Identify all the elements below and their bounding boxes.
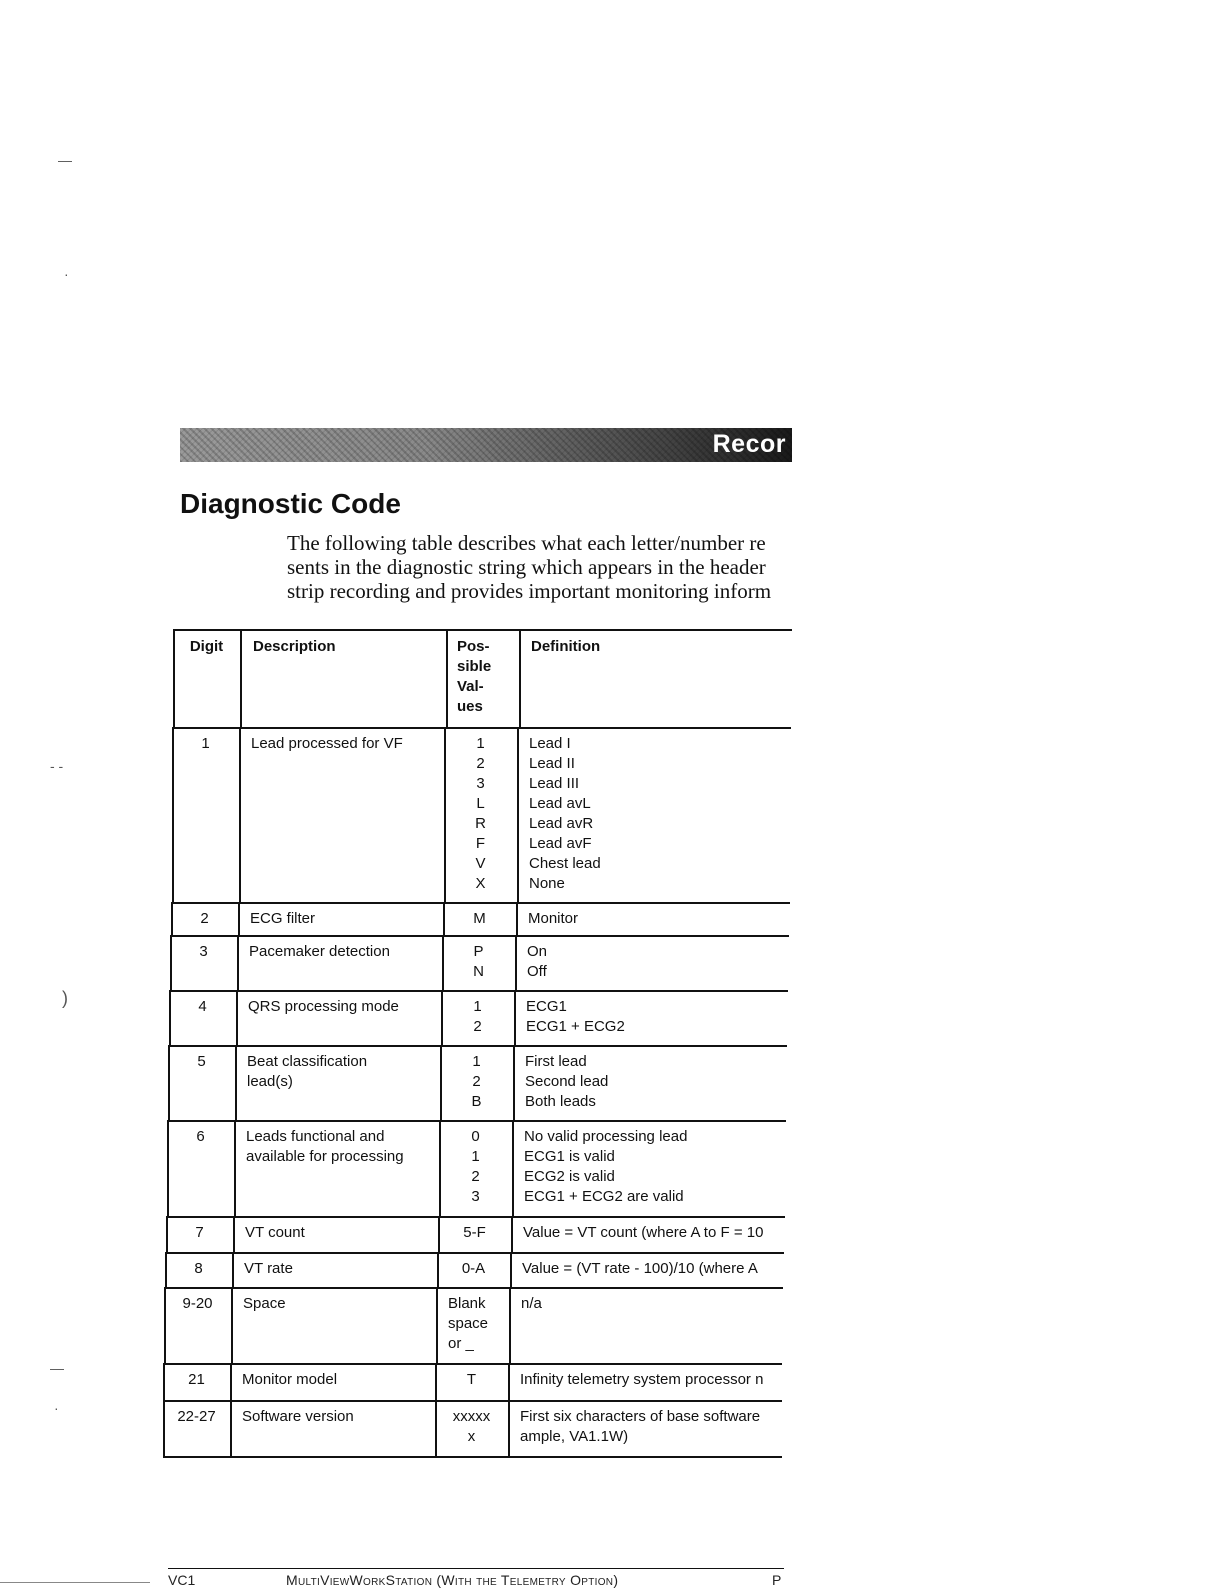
definition-line: None: [529, 875, 565, 892]
description-line: ECG filter: [250, 910, 316, 927]
table-rule: [170, 935, 789, 937]
table-rule: [166, 1216, 785, 1218]
margin-mark: ): [62, 988, 68, 1008]
margin-mark: —: [58, 152, 72, 168]
possible-values-cell: [435, 1407, 508, 1447]
table-column-divider: [508, 1363, 510, 1400]
intro-paragraph: [287, 531, 792, 603]
description-line: Pacemaker detection: [249, 943, 390, 960]
possible-value: 1: [472, 1053, 481, 1070]
definition-line: ECG1 is valid: [524, 1148, 615, 1165]
table-column-divider: [240, 629, 242, 727]
possible-value: 3: [476, 775, 485, 792]
possible-values-cell: [438, 1223, 511, 1243]
table-column-divider: [230, 1400, 232, 1456]
possible-value: R: [475, 815, 486, 832]
table-column-divider: [446, 629, 448, 727]
definition-cell: [528, 909, 790, 929]
page-title: Diagnostic Code: [180, 488, 401, 519]
margin-mark: —: [50, 1360, 64, 1376]
definition-line: Value = VT count (where A to F = 10: [523, 1224, 764, 1241]
description-line: Space: [243, 1295, 286, 1312]
table-rule: [163, 1456, 782, 1458]
definition-line: Lead I: [529, 735, 571, 752]
digit-cell: 6: [196, 1128, 205, 1145]
possible-values-cell: [448, 1294, 488, 1354]
possible-value: 2: [476, 755, 485, 772]
header-values-line: Val-: [457, 678, 484, 695]
table-column-divider: [235, 1045, 237, 1120]
definition-line: Value = (VT rate - 100)/10 (where A: [522, 1260, 758, 1277]
description-line: available for processing: [246, 1148, 404, 1165]
table-column-divider: [510, 1252, 512, 1287]
possible-value: Blank: [448, 1295, 486, 1312]
possible-values-cell: [443, 909, 516, 929]
definition-line: Lead III: [529, 775, 580, 792]
definition-line: Lead avR: [529, 815, 594, 832]
definition-line: ECG1 + ECG2: [526, 1018, 625, 1035]
digit-cell: 2: [200, 910, 209, 927]
possible-value: 1: [471, 1148, 480, 1165]
definition-line: No valid processing lead: [524, 1128, 688, 1145]
section-header-bar: [180, 428, 792, 462]
digit-cell: 4: [198, 998, 207, 1015]
possible-value: 0-A: [461, 1260, 486, 1277]
table-rule: [169, 990, 788, 992]
scan-artifact-line: [0, 1582, 150, 1583]
definition-line: Lead avL: [529, 795, 591, 812]
possible-value: 5-F: [463, 1224, 486, 1241]
possible-value: space: [448, 1315, 489, 1332]
footer-rule: [168, 1568, 784, 1569]
definition-line: Both leads: [525, 1093, 596, 1110]
footer-center: MultiViewWorkStation (With the Telemetry Option): [286, 1572, 619, 1588]
possible-value: 2: [472, 1073, 481, 1090]
description-cell: [242, 1370, 337, 1390]
intro-line: The following table describes what each letter/number re: [287, 531, 766, 555]
digit-cell: 21: [188, 1371, 205, 1388]
definition-line: Lead avF: [529, 835, 592, 852]
definition-line: Infinity telemetry system processor n: [520, 1371, 764, 1388]
possible-value: 3: [471, 1188, 480, 1205]
possible-values-cell: [440, 1052, 513, 1112]
definition-cell: [527, 942, 789, 982]
table-rule: [168, 1045, 787, 1047]
table-column-divider: [513, 1045, 515, 1120]
table-rule: [164, 1287, 783, 1289]
possible-values-cell: [444, 734, 517, 894]
possible-value: M: [473, 910, 486, 927]
description-cell: [249, 942, 390, 962]
intro-line: strip recording and provides important monitoring inform: [287, 579, 772, 603]
description-line: Leads functional and: [246, 1128, 385, 1145]
definition-cell: [520, 1370, 782, 1390]
table-column-divider: [514, 990, 516, 1045]
header-values-line: ues: [457, 698, 483, 715]
section-header-label: Recor: [712, 430, 786, 458]
digit-cell: 9-20: [182, 1295, 213, 1312]
table-rule: [165, 1252, 784, 1254]
description-line: Beat classification: [247, 1053, 368, 1070]
possible-value: P: [473, 943, 484, 960]
table-column-divider: [234, 1120, 236, 1216]
definition-cell: [521, 1294, 783, 1314]
description-cell: [244, 1259, 293, 1279]
definition-line: ample, VA1.1W): [520, 1428, 629, 1445]
definition-cell: [520, 1407, 782, 1447]
possible-value: xxxxx: [452, 1408, 491, 1425]
header-values-line: sible: [457, 658, 492, 675]
footer-left: VC1: [168, 1572, 196, 1588]
possible-value: X: [475, 875, 486, 892]
possible-value: N: [473, 963, 484, 980]
table-rule: [172, 727, 791, 729]
definition-line: ECG1 + ECG2 are valid: [524, 1188, 684, 1205]
possible-value: V: [475, 855, 486, 872]
definition-line: First lead: [525, 1053, 587, 1070]
definition-cell: [522, 1259, 784, 1279]
definition-line: On: [527, 943, 548, 960]
table-column-divider: [231, 1287, 233, 1363]
intro-line: sents in the diagnostic string which appears in the header: [287, 555, 766, 579]
digit-cell: 1: [201, 735, 210, 752]
table-column-divider: [509, 1287, 511, 1363]
table-column-divider: [238, 902, 240, 935]
possible-value: 1: [476, 735, 485, 752]
table-column-divider: [511, 1216, 513, 1252]
possible-value: 2: [471, 1168, 480, 1185]
table-column-divider: [516, 902, 518, 935]
description-line: Monitor model: [242, 1371, 338, 1388]
possible-values-cell: [439, 1127, 512, 1207]
table-rule: [171, 902, 790, 904]
possible-value: 2: [473, 1018, 482, 1035]
digit-cell: 22-27: [177, 1408, 216, 1425]
description-cell: [242, 1407, 354, 1427]
description-line: Lead processed for VF: [251, 735, 403, 752]
possible-value: T: [466, 1371, 477, 1388]
header-description: Description: [253, 638, 336, 655]
possible-values-cell: [441, 997, 514, 1037]
table-column-divider: [230, 1363, 232, 1400]
description-cell: [247, 1052, 367, 1092]
description-cell: [248, 997, 399, 1017]
description-cell: [251, 734, 403, 754]
definition-cell: [523, 1223, 785, 1243]
table-rule: [173, 629, 792, 631]
description-cell: [243, 1294, 286, 1314]
digit-cell: 3: [199, 943, 208, 960]
table-column-divider: [232, 1252, 234, 1287]
table-column-divider: [233, 1216, 235, 1252]
footer-right: P: [772, 1572, 782, 1588]
description-line: QRS processing mode: [248, 998, 399, 1015]
description-line: lead(s): [247, 1073, 293, 1090]
possible-value: B: [471, 1093, 482, 1110]
description-cell: [245, 1223, 305, 1243]
digit-cell: 5: [197, 1053, 206, 1070]
definition-line: ECG1: [526, 998, 567, 1015]
table-column-divider: [512, 1120, 514, 1216]
possible-value: F: [475, 835, 486, 852]
table-column-divider: [515, 935, 517, 990]
definition-line: Chest lead: [529, 855, 601, 872]
table-rule: [163, 1400, 782, 1402]
table-rule: [163, 1363, 782, 1365]
definition-cell: [525, 1052, 787, 1112]
definition-line: Monitor: [528, 910, 579, 927]
table-column-divider: [237, 935, 239, 990]
possible-value: 1: [473, 998, 482, 1015]
header-possible-values: [457, 637, 491, 717]
digit-cell: 7: [195, 1224, 204, 1241]
definition-cell: [529, 734, 791, 894]
table-column-divider: [436, 1287, 438, 1363]
possible-values-cell: [442, 942, 515, 982]
description-cell: [246, 1127, 404, 1167]
table-column-divider: [508, 1400, 510, 1456]
header-digit: Digit: [189, 638, 224, 655]
table-column-divider: [239, 727, 241, 902]
description-line: VT rate: [244, 1260, 293, 1277]
definition-cell: [524, 1127, 786, 1207]
margin-mark: ·: [54, 1400, 59, 1416]
description-line: VT count: [245, 1224, 305, 1241]
header-values-line: Pos-: [457, 638, 490, 655]
possible-value: or _: [448, 1335, 474, 1352]
definition-line: Off: [527, 963, 547, 980]
definition-line: Second lead: [525, 1073, 609, 1090]
possible-values-cell: [435, 1370, 508, 1390]
table-column-divider: [236, 990, 238, 1045]
description-line: Software version: [242, 1408, 354, 1425]
table-column-divider: [519, 629, 521, 727]
margin-mark: - -: [50, 758, 64, 774]
margin-mark: ·: [64, 266, 69, 282]
definition-cell: [526, 997, 788, 1037]
definition-line: First six characters of base software: [520, 1408, 761, 1425]
definition-line: n/a: [521, 1295, 542, 1312]
description-cell: [250, 909, 315, 929]
definition-line: Lead II: [529, 755, 575, 772]
definition-line: ECG2 is valid: [524, 1168, 615, 1185]
header-definition: Definition: [531, 638, 601, 655]
possible-value: x: [467, 1428, 476, 1445]
digit-cell: 8: [194, 1260, 203, 1277]
possible-values-cell: [437, 1259, 510, 1279]
table-rule: [167, 1120, 786, 1122]
possible-value: L: [476, 795, 485, 812]
possible-value: 0: [471, 1128, 480, 1145]
table-column-divider: [517, 727, 519, 902]
